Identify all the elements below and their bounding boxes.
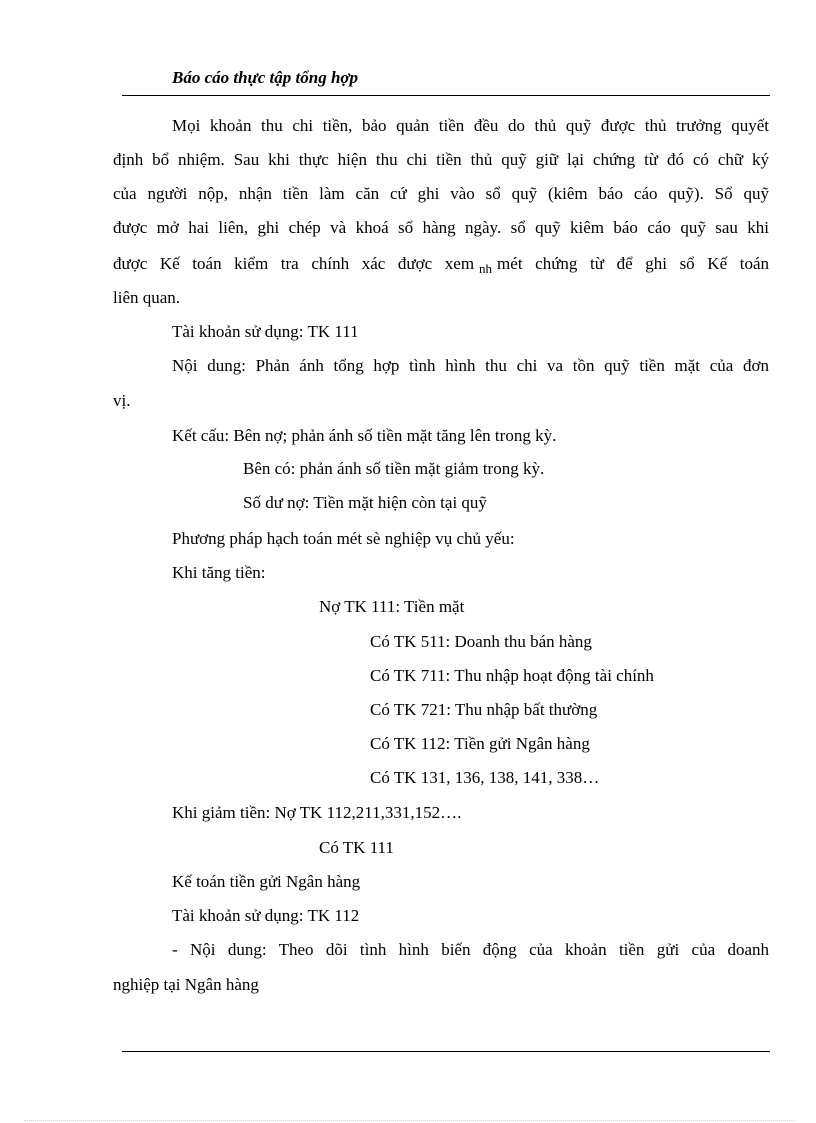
paragraph-line: Mọi khoản thu chi tiền, bảo quản tiền đều do thủ quỹ được thủ trưởng quyết bbox=[172, 116, 769, 135]
paragraph-line: liên quan. bbox=[113, 288, 181, 307]
paragraph-line: của người nộp, nhận tiền làm căn cứ ghi vào sổ quỹ (kiêm báo cáo quỹ). Sổ quỹ bbox=[113, 184, 769, 203]
paragraph-line: định bổ nhiệm. Sau khi thực hiện thu chi tiền thủ quỹ giữ lại chứng từ đó có chữ ký bbox=[113, 150, 769, 169]
content-line: vị. bbox=[113, 391, 131, 410]
paragraph-line bbox=[113, 254, 769, 279]
account-111-line: Tài khoản sử dụng: TK 111 bbox=[172, 322, 359, 341]
paragraph-text: được Kế toán kiểm tra chính xác được xem bbox=[113, 254, 475, 273]
structure-balance: Số dư nợ: Tiền mặt hiện còn tại quỹ bbox=[243, 493, 487, 512]
page-bottom-border bbox=[24, 1120, 794, 1121]
decrease-credit: Có TK 111 bbox=[319, 838, 394, 857]
paragraph-text: mét chứng từ để ghi sổ Kế toán bbox=[497, 254, 769, 273]
footer-rule bbox=[122, 1051, 770, 1052]
subscript-text: nh bbox=[479, 261, 493, 276]
bank-content-line: nghiệp tại Ngân hàng bbox=[113, 975, 259, 994]
bank-content-line: - Nội dung: Theo dõi tình hình biến động của khoản tiền gửi của doanh bbox=[172, 940, 769, 959]
decrease-label: Khi giảm tiền: Nợ TK 112,211,331,152…. bbox=[172, 803, 462, 822]
header-rule bbox=[122, 95, 770, 96]
structure-debit: Kết cấu: Bên nợ; phản ánh số tiền mặt tăng lên trong kỳ. bbox=[172, 426, 557, 445]
entry-line: Có TK 112: Tiền gửi Ngân hàng bbox=[370, 734, 590, 753]
entry-line: Có TK 721: Thu nhập bất thường bbox=[370, 700, 598, 719]
account-112-line: Tài khoản sử dụng: TK 112 bbox=[172, 906, 360, 925]
bank-heading: Kế toán tiền gửi Ngân hàng bbox=[172, 872, 361, 891]
content-line: Nội dung: Phản ánh tổng hợp tình hình thu chi va tồn quỹ tiền mặt của đơn bbox=[172, 356, 769, 375]
entry-line: Nợ TK 111: Tiền mặt bbox=[319, 597, 465, 616]
increase-label: Khi tăng tiền: bbox=[172, 563, 266, 582]
entry-line: Có TK 711: Thu nhập hoạt động tài chính bbox=[370, 666, 654, 685]
entry-line: Có TK 131, 136, 138, 141, 338… bbox=[370, 768, 600, 787]
method-line: Phương pháp hạch toán mét sè nghiệp vụ chủ yếu: bbox=[172, 529, 515, 548]
entry-line: Có TK 511: Doanh thu bán hàng bbox=[370, 632, 592, 651]
paragraph-line: được mở hai liên, ghi chép và khoá sổ hàng ngày. sổ quỹ kiêm báo cáo quỹ sau khi bbox=[113, 218, 769, 237]
structure-credit: Bên có: phản ánh số tiền mặt giảm trong kỳ. bbox=[243, 459, 545, 478]
header-title: Báo cáo thực tập tổng hợp bbox=[172, 68, 359, 87]
